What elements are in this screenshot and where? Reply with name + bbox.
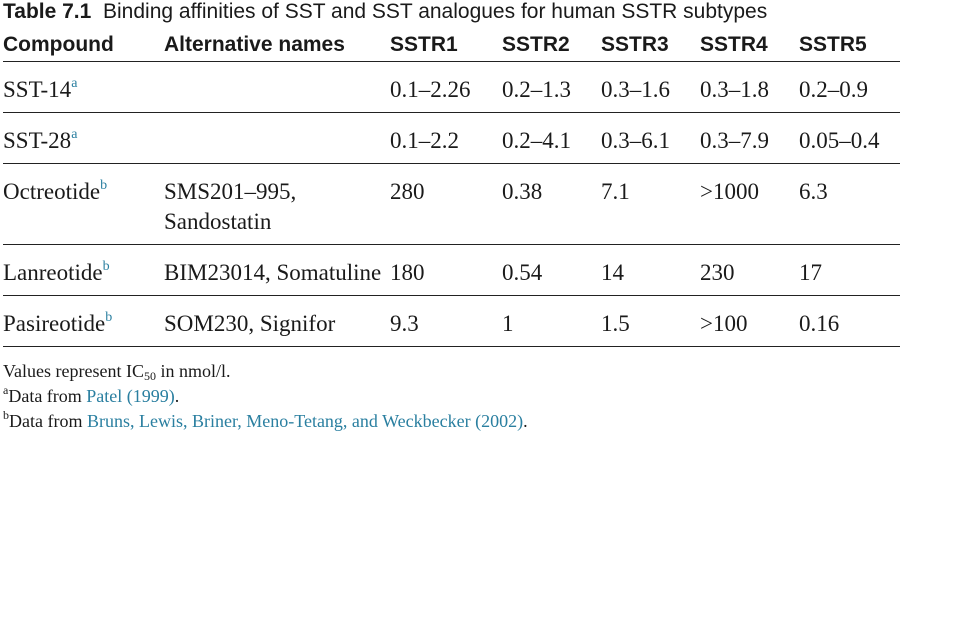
footnote-link[interactable]: b	[100, 178, 108, 193]
column-header: SSTR5	[799, 28, 900, 62]
value-cell: 0.1–2.2	[390, 113, 502, 164]
alt-names-cell	[164, 62, 390, 113]
table-label: Table 7.1	[3, 0, 92, 23]
table-container	[3, 0, 903, 434]
compound-name: Octreotide	[3, 179, 101, 204]
alt-names-cell	[164, 113, 390, 164]
alt-names-cell: SMS201–995, Sandostatin	[164, 164, 390, 245]
table-row	[3, 62, 900, 113]
value-cell: 0.3–7.9	[700, 113, 799, 164]
value-cell: 7.1	[601, 164, 700, 245]
footnote-b: $^b$Data from Bruns, Lewis, Briner, Meno-Tetang, and Weckbecker (2002).	[3, 408, 528, 431]
table-footnotes	[3, 359, 903, 434]
value-cell: 230	[700, 245, 799, 296]
compound-name: SST-14	[3, 77, 72, 102]
column-header: SSTR1	[390, 28, 502, 62]
compound-name: Lanreotide	[3, 260, 103, 285]
value-cell: >100	[700, 296, 799, 347]
value-cell: 180	[390, 245, 502, 296]
table-row	[3, 245, 900, 296]
footnote-link[interactable]: b	[102, 259, 110, 274]
column-header: Compound	[3, 28, 164, 62]
alt-names-cell: BIM23014, Somatuline	[164, 245, 390, 296]
table-row	[3, 296, 900, 347]
value-cell: 280	[390, 164, 502, 245]
compound-name: Pasireotide	[3, 311, 106, 336]
column-header: Alternative names	[164, 28, 390, 62]
value-cell: 17	[799, 245, 900, 296]
units-note: Values represent $IC_{50}$ in nmol/l.	[3, 361, 231, 383]
value-cell: 0.2–1.3	[502, 62, 601, 113]
value-cell: 6.3	[799, 164, 900, 245]
column-header: SSTR2	[502, 28, 601, 62]
footnote-link[interactable]: a	[71, 76, 78, 91]
value-cell: 9.3	[390, 296, 502, 347]
column-header: SSTR4	[700, 28, 799, 62]
header-row	[3, 28, 900, 62]
binding-affinities-table	[3, 28, 900, 347]
column-header: SSTR3	[601, 28, 700, 62]
value-cell: 0.2–0.9	[799, 62, 900, 113]
value-cell: >1000	[700, 164, 799, 245]
value-cell: 1	[502, 296, 601, 347]
value-cell: 0.38	[502, 164, 601, 245]
compound-cell	[3, 245, 164, 296]
value-cell: 0.05–0.4	[799, 113, 900, 164]
value-cell: 0.3–1.6	[601, 62, 700, 113]
value-cell: 0.2–4.1	[502, 113, 601, 164]
table-title: Binding affinities of SST and SST analogues for human SSTR subtypes	[103, 0, 768, 23]
value-cell: 14	[601, 245, 700, 296]
reference-link-patel[interactable]: Patel (1999)	[86, 386, 175, 406]
compound-cell	[3, 113, 164, 164]
value-cell: 0.1–2.26	[390, 62, 502, 113]
value-cell: 0.3–1.8	[700, 62, 799, 113]
value-cell: 0.16	[799, 296, 900, 347]
value-cell: 0.54	[502, 245, 601, 296]
alt-names-cell: SOM230, Signifor	[164, 296, 390, 347]
compound-cell	[3, 164, 164, 245]
table-caption	[3, 0, 903, 24]
compound-cell	[3, 296, 164, 347]
footnote-link[interactable]: b	[105, 310, 113, 325]
footnote-a: $^a$Data from Patel (1999).	[3, 383, 180, 406]
footnote-link[interactable]: a	[71, 127, 78, 142]
table-row	[3, 164, 900, 245]
value-cell: 1.5	[601, 296, 700, 347]
reference-link-bruns[interactable]: Bruns, Lewis, Briner, Meno-Tetang, and Weckbecker (2002)	[86, 411, 524, 431]
value-cell: 0.3–6.1	[601, 113, 700, 164]
table-row	[3, 113, 900, 164]
compound-cell	[3, 62, 164, 113]
compound-name: SST-28	[3, 128, 72, 153]
